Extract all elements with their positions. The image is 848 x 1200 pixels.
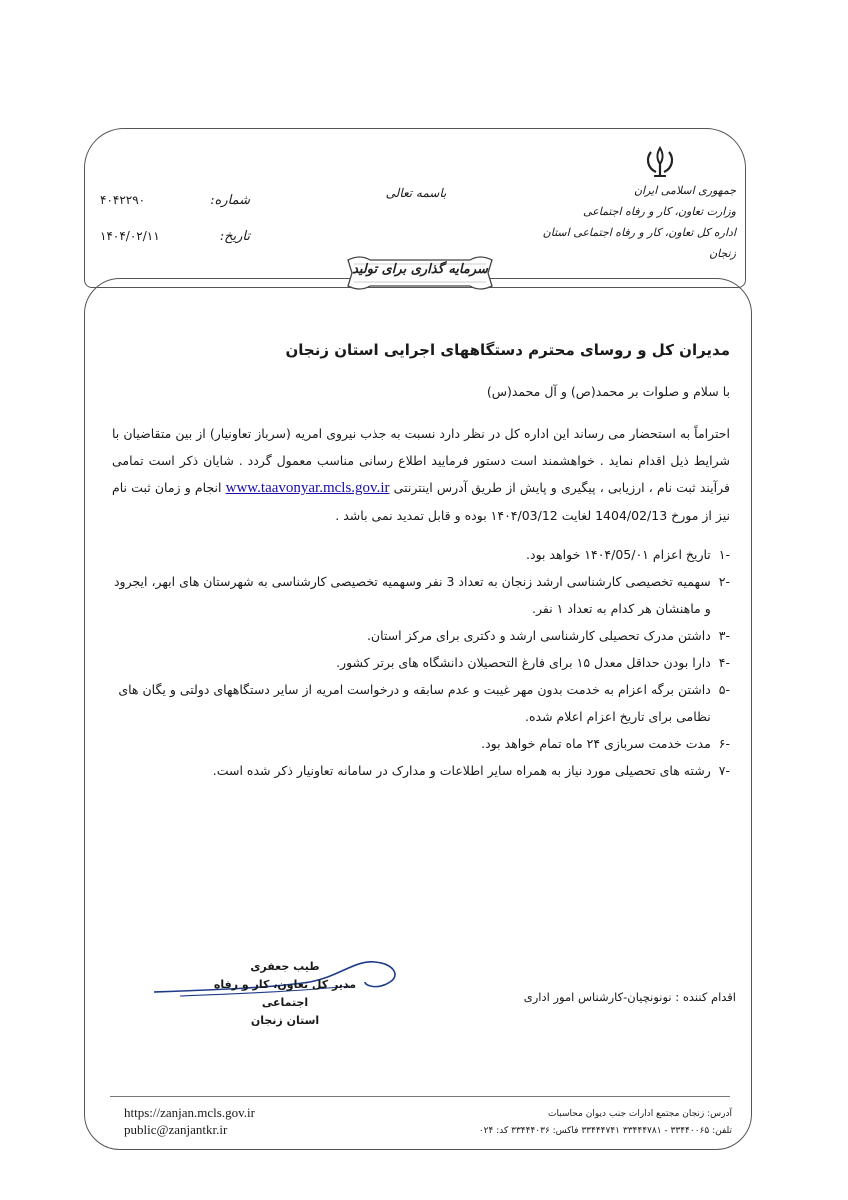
footer-phones: تلفن: ۳۳۴۴۰۰۶۵ - ۳۳۴۴۴۷۸۱ ۳۳۴۴۴۷۴۱ فاکس: ۳۳۴۴۴۰۳۶ کد: ۰۲۴ — [478, 1126, 732, 1136]
registration-link[interactable]: www.taavonyar.mcls.gov.ir — [225, 480, 390, 496]
condition-text: سهمیه تخصیصی کارشناسی ارشد زنجان به تعداد 3 نفر وسهمیه تخصیصی کارشناسی به شهرستان های ابهر، ایجرود و ماهنشان هر کدام به تعداد ۱ نفر. — [113, 574, 711, 616]
condition-text: تاریخ اعزام ۱۴۰۴/05/۰۱ خواهد بود. — [526, 547, 711, 562]
org-line-office: اداره کل تعاون، کار و رفاه اجتماعی استان زنجان — [542, 226, 736, 260]
condition-number: -۴ — [718, 655, 730, 670]
organization-header — [536, 180, 736, 264]
condition-text: داشتن مدرک تحصیلی کارشناسی ارشد و دکتری برای مرکز استان. — [366, 628, 711, 643]
action-by: اقدام کننده : نونونچیان-کارشناس امور اداری — [523, 990, 736, 1004]
signatory-block — [200, 958, 370, 1030]
condition-item — [112, 649, 730, 676]
condition-number: -۱ — [718, 547, 730, 562]
letter-meta — [100, 182, 250, 254]
salutation: با سلام و صلوات بر محمد(ص) و آل محمد(س) — [486, 384, 730, 399]
condition-item — [112, 541, 730, 568]
intro-paragraph — [112, 420, 730, 529]
letter-date-label: تاریخ: — [219, 228, 250, 244]
footer-contacts-latin — [124, 1104, 255, 1138]
conditions-list — [112, 541, 730, 784]
addressee: مدیران کل و روسای محترم دستگاههای اجرایی استان زنجان — [285, 341, 730, 359]
condition-text: رشته های تحصیلی مورد نیاز به همراه سایر اطلاعات و مدارک در سامانه تعاونیار ذکر شده است. — [212, 763, 711, 778]
slogan-text: سرمایه گذاری برای تولید — [352, 262, 488, 277]
intro-text-part1: احتراماً به استحضار می رساند این اداره کل در نظر دارد نسبت به جذب نیروی امریه (سرباز تعاونیار) از بین متقاضیان با شرایط ذیل اقدام نماید . خواهشمند است دستور فرمایید اطلاع رسانی مناسب معمول گردد . شایان ذکر است تمامی فرآیند ثبت نام ، ارزیابی ، پیگیری و پایش از طریق آدرس اینترنتی — [112, 426, 730, 495]
condition-text: داشتن برگه اعزام به خدمت بدون مهر غیبت و عدم سابقه و درخواست امریه از سایر دستگاههای دولتی و یگان های نظامی برای تاریخ اعزام اعلام شده. — [118, 682, 711, 724]
org-line-country: جمهوری اسلامی ایران — [633, 184, 736, 197]
condition-number: -۶ — [718, 736, 730, 751]
footer-address: آدرس: زنجان مجتمع ادارات جنب دیوان محاسبات — [548, 1109, 732, 1119]
iran-emblem-logo — [640, 144, 680, 180]
letter-number-row — [100, 182, 250, 218]
signatory-title: مدیر کل تعاون، کار و رفاه اجتماعی — [213, 978, 357, 1009]
condition-text: دارا بودن حداقل معدل ۱۵ برای فارغ التحصیلان دانشگاه های برتر کشور. — [336, 655, 711, 670]
condition-item — [112, 757, 730, 784]
letter-date-row — [100, 218, 250, 254]
letter-number-value: ۴۰۴۲۲۹۰ — [100, 193, 146, 207]
letter-date-value: ۱۴۰۴/۰۲/۱۱ — [100, 229, 160, 243]
signatory-name: طیب جعفری — [250, 960, 320, 973]
letter-body — [112, 340, 730, 784]
footer-contacts-persian — [372, 1106, 732, 1140]
condition-item — [112, 676, 730, 730]
letter-number-label: شماره: — [210, 192, 250, 208]
condition-item — [112, 568, 730, 622]
condition-number: -۳ — [718, 628, 730, 643]
condition-number: -۵ — [718, 682, 730, 697]
footer-divider — [110, 1096, 730, 1097]
bismillah: باسمه تعالی — [385, 186, 447, 200]
intro-text-part2: انجام و زمان ثبت نام نیز از مورخ 1404/02/13 لغایت ۱۴۰۴/03/12 بوده و قابل تمدید نمی باشد . — [112, 480, 730, 523]
org-line-ministry: وزارت تعاون، کار و رفاه اجتماعی — [582, 205, 736, 218]
condition-item — [112, 730, 730, 757]
footer-email[interactable]: public@zanjantkr.ir — [124, 1122, 228, 1137]
signatory-province: استان زنجان — [250, 1014, 320, 1027]
condition-number: -۲ — [718, 574, 730, 589]
footer-website[interactable]: https://zanjan.mcls.gov.ir — [124, 1105, 255, 1120]
condition-item — [112, 622, 730, 649]
condition-number: -۷ — [718, 763, 730, 778]
condition-text: مدت خدمت سربازی ۲۴ ماه تمام خواهد بود. — [481, 736, 711, 751]
